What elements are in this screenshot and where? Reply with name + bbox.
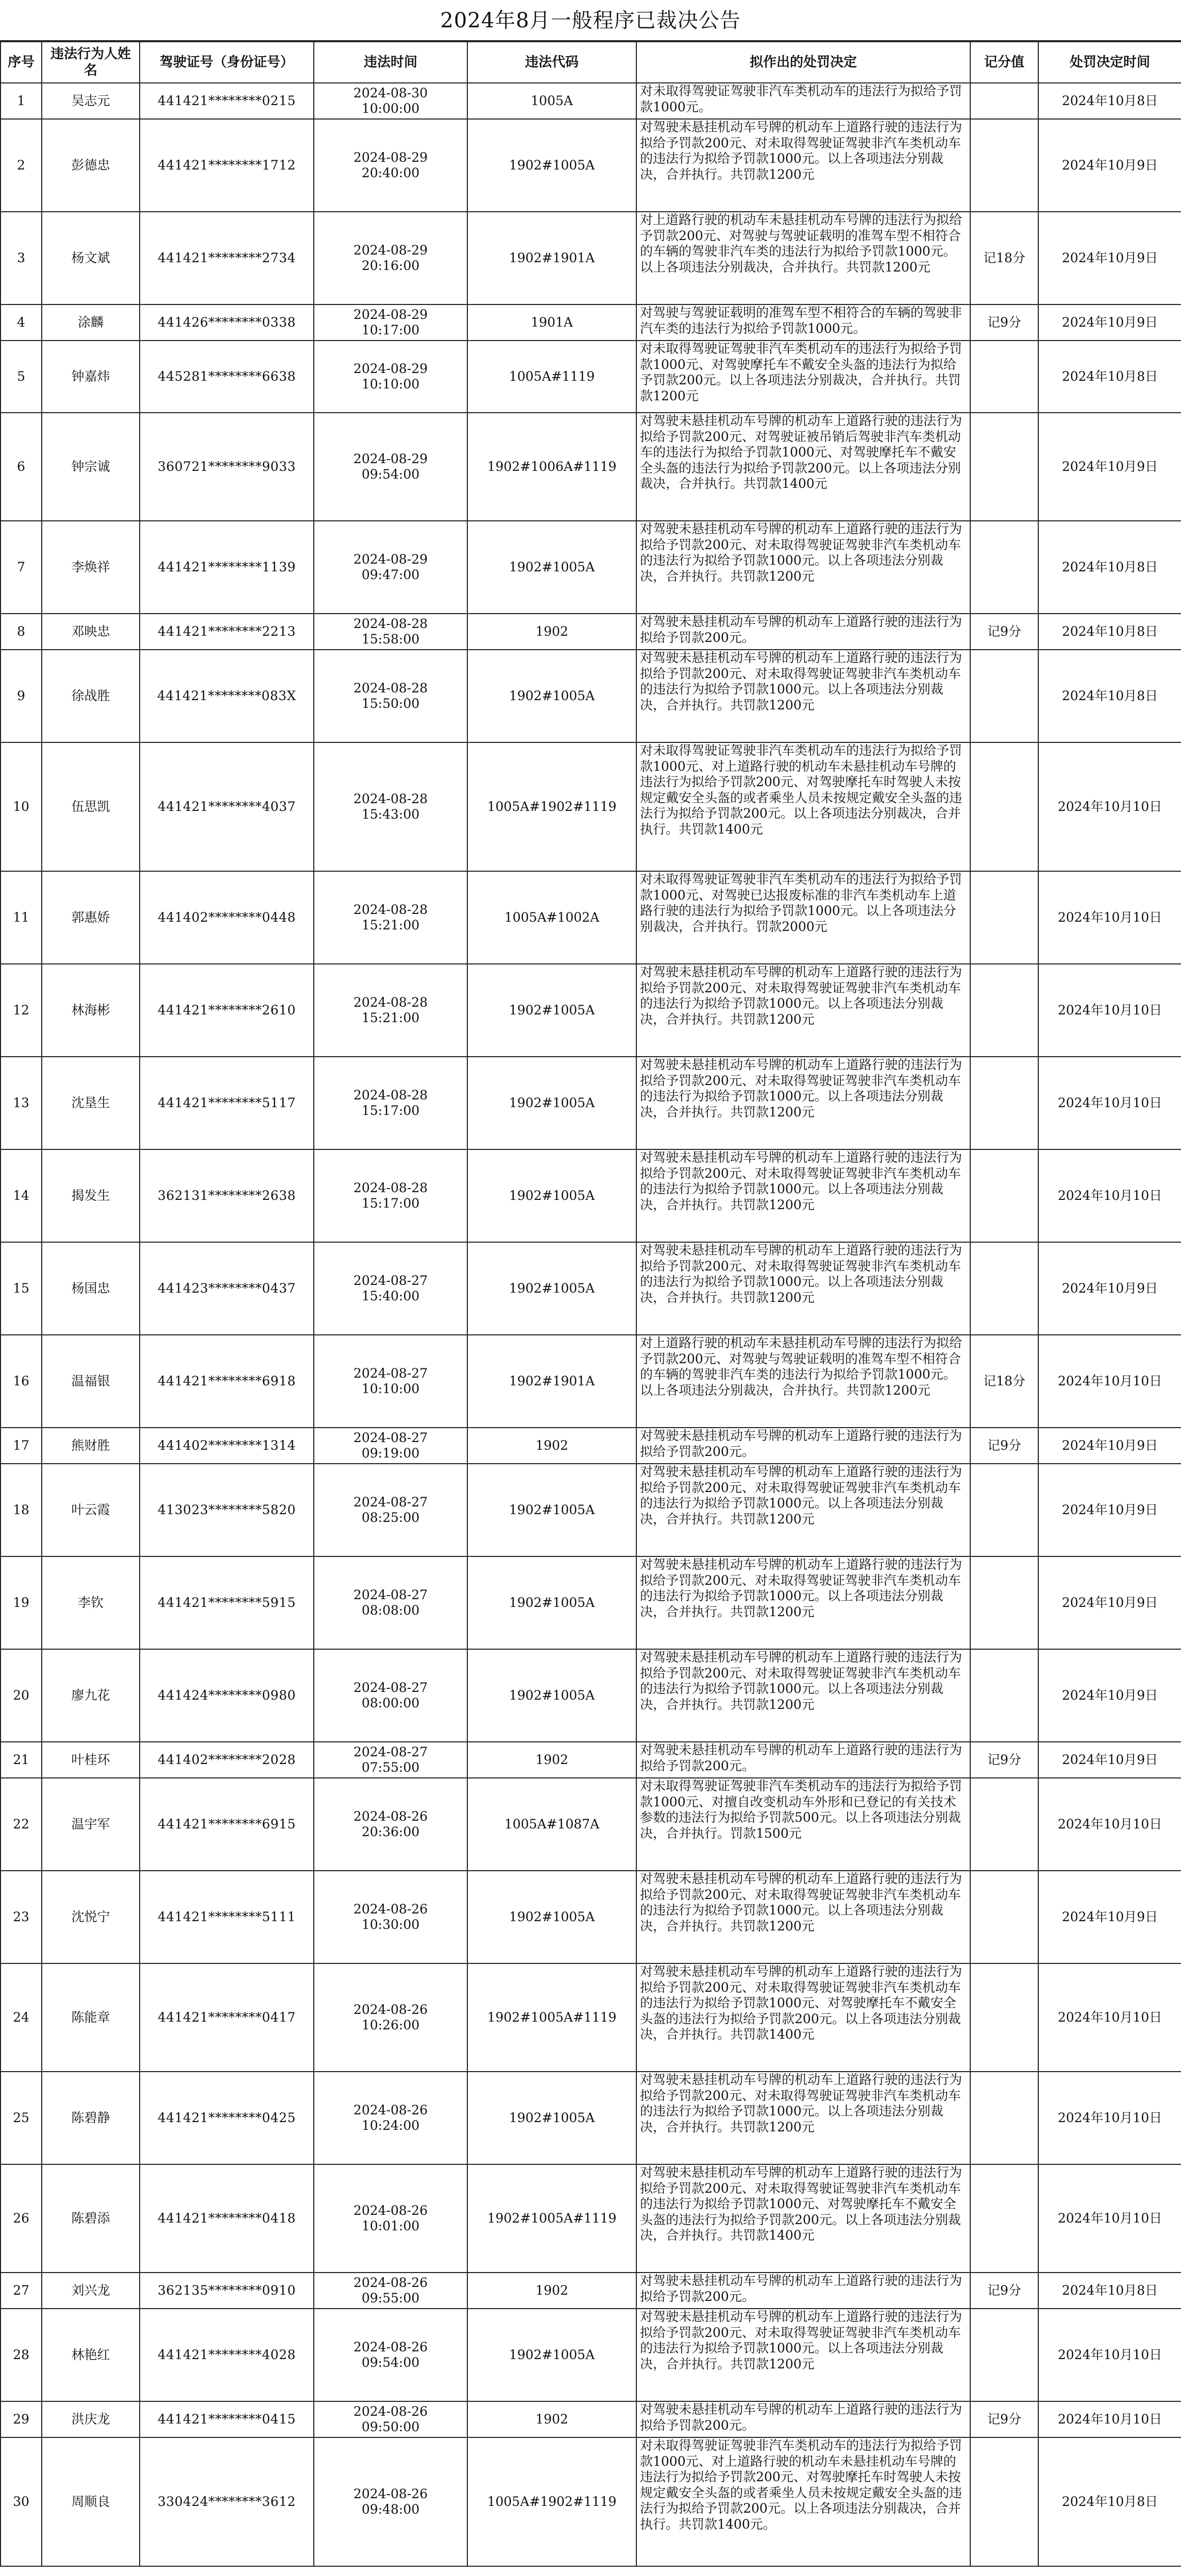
cell-points	[970, 341, 1038, 413]
cell-date: 2024年10月10日	[1038, 871, 1181, 964]
cell-time: 2024-08-28 15:21:00	[314, 964, 467, 1057]
cell-license: 413023********5820	[140, 1464, 314, 1556]
cell-code: 1902#1005A	[467, 1556, 636, 1649]
header-date: 处罚决定时间	[1038, 42, 1181, 83]
cell-date: 2024年10月10日	[1038, 964, 1181, 1057]
cell-seq: 22	[1, 1778, 42, 1871]
cell-time: 2024-08-27 10:10:00	[314, 1335, 467, 1428]
cell-seq: 8	[1, 614, 42, 650]
table-row	[1, 2401, 1181, 2437]
cell-name: 陈碧静	[42, 2072, 140, 2164]
cell-seq: 17	[1, 1428, 42, 1464]
cell-name: 揭发生	[42, 1149, 140, 1242]
cell-time: 2024-08-26 10:24:00	[314, 2072, 467, 2164]
cell-decision: 对驾驶未悬挂机动车号牌的机动车上道路行驶的违法行为拟给予罚款200元。	[636, 614, 970, 650]
page-title: 2024年8月一般程序已裁决公告	[0, 0, 1181, 41]
cell-date: 2024年10月9日	[1038, 1649, 1181, 1742]
cell-code: 1902#1005A	[467, 650, 636, 742]
cell-time: 2024-08-26 10:26:00	[314, 1963, 467, 2072]
cell-decision: 对驾驶未悬挂机动车号牌的机动车上道路行驶的违法行为拟给予罚款200元、对未取得驾驶证驾驶非汽车类机动车的违法行为拟给予罚款1000元。以上各项违法分别裁决，合并执行。共罚款1200元	[636, 1149, 970, 1242]
cell-points	[970, 413, 1038, 521]
cell-decision: 对未取得驾驶证驾驶非汽车类机动车的违法行为拟给予罚款1000元、对擅自改变机动车外形和已登记的有关技术参数的违法行为拟给予罚款500元。以上各项违法分别裁决，合并执行。罚款1500元	[636, 1778, 970, 1871]
cell-name: 涂麟	[42, 304, 140, 341]
cell-license: 441421********2734	[140, 212, 314, 304]
table-row	[1, 119, 1181, 212]
cell-time: 2024-08-28 15:17:00	[314, 1149, 467, 1242]
table-row	[1, 1649, 1181, 1742]
cell-license: 441421********2610	[140, 964, 314, 1057]
cell-date: 2024年10月9日	[1038, 1742, 1181, 1778]
cell-decision: 对驾驶未悬挂机动车号牌的机动车上道路行驶的违法行为拟给予罚款200元、对未取得驾驶证驾驶非汽车类机动车的违法行为拟给予罚款1000元。以上各项违法分别裁决，合并执行。共罚款1200元	[636, 521, 970, 614]
cell-seq: 20	[1, 1649, 42, 1742]
cell-points	[970, 1464, 1038, 1556]
cell-seq: 14	[1, 1149, 42, 1242]
table-row	[1, 2309, 1181, 2401]
cell-time: 2024-08-29 10:10:00	[314, 341, 467, 413]
cell-seq: 21	[1, 1742, 42, 1778]
cell-decision: 对驾驶未悬挂机动车号牌的机动车上道路行驶的违法行为拟给予罚款200元、对未取得驾驶证驾驶非汽车类机动车的违法行为拟给予罚款1000元、对驾驶摩托车不戴安全头盔的违法行为拟给予罚款200元。以上各项违法分别裁决，合并执行。共罚款1400元	[636, 1963, 970, 2072]
cell-name: 熊财胜	[42, 1428, 140, 1464]
cell-date: 2024年10月9日	[1038, 304, 1181, 341]
cell-license: 441421********6918	[140, 1335, 314, 1428]
cell-seq: 2	[1, 119, 42, 212]
cell-name: 杨文斌	[42, 212, 140, 304]
cell-time: 2024-08-29 10:17:00	[314, 304, 467, 341]
cell-seq: 12	[1, 964, 42, 1057]
cell-name: 李钦	[42, 1556, 140, 1649]
cell-license: 360721********9033	[140, 413, 314, 521]
table-row	[1, 742, 1181, 871]
cell-name: 周顺良	[42, 2437, 140, 2566]
cell-name: 林海彬	[42, 964, 140, 1057]
cell-license: 441421********2213	[140, 614, 314, 650]
table-row	[1, 1556, 1181, 1649]
cell-time: 2024-08-29 09:47:00	[314, 521, 467, 614]
cell-license: 441421********0418	[140, 2164, 314, 2273]
cell-date: 2024年10月10日	[1038, 1335, 1181, 1428]
cell-seq: 28	[1, 2309, 42, 2401]
cell-points: 记9分	[970, 614, 1038, 650]
cell-points	[970, 1871, 1038, 1963]
cell-code: 1902#1005A	[467, 1464, 636, 1556]
cell-name: 叶云霞	[42, 1464, 140, 1556]
cell-points	[970, 119, 1038, 212]
header-seq: 序号	[1, 42, 42, 83]
cell-seq: 4	[1, 304, 42, 341]
cell-points: 记9分	[970, 2273, 1038, 2309]
table-row	[1, 1742, 1181, 1778]
cell-code: 1902#1005A	[467, 1242, 636, 1335]
cell-date: 2024年10月10日	[1038, 1778, 1181, 1871]
cell-seq: 6	[1, 413, 42, 521]
table-row	[1, 964, 1181, 1057]
cell-code: 1005A	[467, 83, 636, 119]
cell-decision: 对驾驶未悬挂机动车号牌的机动车上道路行驶的违法行为拟给予罚款200元、对未取得驾驶证驾驶非汽车类机动车的违法行为拟给予罚款1000元。以上各项违法分别裁决，合并执行。共罚款1200元	[636, 2309, 970, 2401]
cell-name: 李焕祥	[42, 521, 140, 614]
cell-points	[970, 650, 1038, 742]
header-decision: 拟作出的处罚决定	[636, 42, 970, 83]
cell-seq: 16	[1, 1335, 42, 1428]
cell-time: 2024-08-28 15:21:00	[314, 871, 467, 964]
cell-name: 温宇军	[42, 1778, 140, 1871]
cell-name: 邓映忠	[42, 614, 140, 650]
cell-code: 1902#1005A	[467, 1149, 636, 1242]
cell-date: 2024年10月9日	[1038, 1242, 1181, 1335]
cell-time: 2024-08-29 20:40:00	[314, 119, 467, 212]
cell-time: 2024-08-26 20:36:00	[314, 1778, 467, 1871]
table-row	[1, 1057, 1181, 1149]
cell-code: 1902#1005A#1119	[467, 1963, 636, 2072]
cell-points	[970, 1778, 1038, 1871]
cell-license: 441421********083X	[140, 650, 314, 742]
table-row	[1, 1778, 1181, 1871]
cell-name: 伍思凯	[42, 742, 140, 871]
cell-code: 1902#1005A	[467, 964, 636, 1057]
cell-name: 叶桂环	[42, 1742, 140, 1778]
table-header-row	[1, 42, 1181, 83]
cell-decision: 对驾驶未悬挂机动车号牌的机动车上道路行驶的违法行为拟给予罚款200元。	[636, 1742, 970, 1778]
cell-date: 2024年10月9日	[1038, 1556, 1181, 1649]
cell-decision: 对驾驶未悬挂机动车号牌的机动车上道路行驶的违法行为拟给予罚款200元、对未取得驾驶证驾驶非汽车类机动车的违法行为拟给予罚款1000元。以上各项违法分别裁决，合并执行。共罚款1200元	[636, 650, 970, 742]
table-row	[1, 1871, 1181, 1963]
cell-points	[970, 1057, 1038, 1149]
cell-license: 441421********0415	[140, 2401, 314, 2437]
table-row	[1, 2164, 1181, 2273]
cell-name: 陈碧添	[42, 2164, 140, 2273]
cell-points	[970, 2309, 1038, 2401]
cell-points	[970, 1963, 1038, 2072]
cell-time: 2024-08-26 09:54:00	[314, 2309, 467, 2401]
cell-license: 441421********5111	[140, 1871, 314, 1963]
cell-date: 2024年10月9日	[1038, 212, 1181, 304]
cell-decision: 对驾驶未悬挂机动车号牌的机动车上道路行驶的违法行为拟给予罚款200元、对未取得驾驶证驾驶非汽车类机动车的违法行为拟给予罚款1000元。以上各项违法分别裁决，合并执行。共罚款1200元	[636, 1057, 970, 1149]
cell-time: 2024-08-27 09:19:00	[314, 1428, 467, 1464]
cell-decision: 对未取得驾驶证驾驶非汽车类机动车的违法行为拟给予罚款1000元、对上道路行驶的机动车未悬挂机动车号牌的违法行为拟给予罚款200元、对驾驶摩托车时驾驶人未按规定戴安全头盔的或者乘坐人员未按规定戴安全头盔的违法行为拟给予罚款200元。以上各项违法分别裁决，合并执行。共罚款1400元	[636, 742, 970, 871]
cell-seq: 15	[1, 1242, 42, 1335]
cell-points	[970, 1556, 1038, 1649]
cell-points: 记9分	[970, 304, 1038, 341]
cell-name: 温福银	[42, 1335, 140, 1428]
table-row	[1, 614, 1181, 650]
cell-code: 1005A#1902#1119	[467, 742, 636, 871]
cell-license: 441421********1139	[140, 521, 314, 614]
cell-name: 钟宗诚	[42, 413, 140, 521]
cell-license: 441421********5915	[140, 1556, 314, 1649]
cell-name: 徐战胜	[42, 650, 140, 742]
header-points: 记分值	[970, 42, 1038, 83]
cell-code: 1902#1005A	[467, 521, 636, 614]
cell-date: 2024年10月10日	[1038, 2309, 1181, 2401]
header-code: 违法代码	[467, 42, 636, 83]
cell-code: 1901A	[467, 304, 636, 341]
cell-decision: 对驾驶未悬挂机动车号牌的机动车上道路行驶的违法行为拟给予罚款200元、对未取得驾驶证驾驶非汽车类机动车的违法行为拟给予罚款1000元、对驾驶摩托车不戴安全头盔的违法行为拟给予罚款200元。以上各项违法分别裁决，合并执行。共罚款1400元	[636, 2164, 970, 2273]
cell-code: 1902#1005A	[467, 119, 636, 212]
cell-decision: 对驾驶未悬挂机动车号牌的机动车上道路行驶的违法行为拟给予罚款200元、对未取得驾驶证驾驶非汽车类机动车的违法行为拟给予罚款1000元。以上各项违法分别裁决，合并执行。共罚款1200元	[636, 2072, 970, 2164]
cell-seq: 3	[1, 212, 42, 304]
cell-decision: 对驾驶未悬挂机动车号牌的机动车上道路行驶的违法行为拟给予罚款200元、对未取得驾驶证驾驶非汽车类机动车的违法行为拟给予罚款1000元。以上各项违法分别裁决，合并执行。共罚款1200元	[636, 1871, 970, 1963]
cell-date: 2024年10月10日	[1038, 1149, 1181, 1242]
cell-name: 刘兴龙	[42, 2273, 140, 2309]
cell-code: 1902#1005A	[467, 1057, 636, 1149]
cell-decision: 对驾驶未悬挂机动车号牌的机动车上道路行驶的违法行为拟给予罚款200元、对未取得驾驶证驾驶非汽车类机动车的违法行为拟给予罚款1000元。以上各项违法分别裁决，合并执行。共罚款1200元	[636, 964, 970, 1057]
cell-time: 2024-08-27 08:08:00	[314, 1556, 467, 1649]
cell-date: 2024年10月8日	[1038, 341, 1181, 413]
cell-license: 441421********6915	[140, 1778, 314, 1871]
cell-name: 钟嘉炜	[42, 341, 140, 413]
cell-decision: 对驾驶未悬挂机动车号牌的机动车上道路行驶的违法行为拟给予罚款200元。	[636, 1428, 970, 1464]
cell-code: 1005A#1902#1119	[467, 2437, 636, 2566]
cell-code: 1902	[467, 614, 636, 650]
cell-time: 2024-08-29 09:54:00	[314, 413, 467, 521]
cell-decision: 对驾驶未悬挂机动车号牌的机动车上道路行驶的违法行为拟给予罚款200元、对未取得驾驶证驾驶非汽车类机动车的违法行为拟给予罚款1000元。以上各项违法分别裁决，合并执行。共罚款1200元	[636, 1556, 970, 1649]
cell-code: 1902#1005A	[467, 2072, 636, 2164]
cell-time: 2024-08-29 20:16:00	[314, 212, 467, 304]
table-row	[1, 212, 1181, 304]
table-row	[1, 871, 1181, 964]
cell-date: 2024年10月9日	[1038, 1428, 1181, 1464]
cell-time: 2024-08-28 15:17:00	[314, 1057, 467, 1149]
cell-seq: 27	[1, 2273, 42, 2309]
cell-points: 记9分	[970, 1428, 1038, 1464]
cell-license: 441402********0448	[140, 871, 314, 964]
cell-license: 441421********0425	[140, 2072, 314, 2164]
cell-date: 2024年10月9日	[1038, 119, 1181, 212]
cell-code: 1005A#1119	[467, 341, 636, 413]
cell-license: 330424********3612	[140, 2437, 314, 2566]
cell-date: 2024年10月8日	[1038, 614, 1181, 650]
cell-time: 2024-08-27 08:25:00	[314, 1464, 467, 1556]
cell-date: 2024年10月9日	[1038, 413, 1181, 521]
cell-date: 2024年10月8日	[1038, 650, 1181, 742]
cell-decision: 对未取得驾驶证驾驶非汽车类机动车的违法行为拟给予罚款1000元、对驾驶已达报废标准的非汽车类机动车上道路行驶的违法行为拟给予罚款1000元。以上各项违法分别裁决，合并执行。罚款2000元	[636, 871, 970, 964]
header-name: 违法行为人姓名	[42, 42, 140, 83]
cell-points	[970, 964, 1038, 1057]
cell-code: 1902	[467, 1742, 636, 1778]
cell-code: 1902#1006A#1119	[467, 413, 636, 521]
cell-date: 2024年10月10日	[1038, 1057, 1181, 1149]
cell-seq: 9	[1, 650, 42, 742]
cell-license: 441424********0980	[140, 1649, 314, 1742]
cell-decision: 对驾驶与驾驶证载明的准驾车型不相符合的车辆的驾驶非汽车类的违法行为拟给予罚款1000元。	[636, 304, 970, 341]
cell-license: 441421********1712	[140, 119, 314, 212]
cell-seq: 18	[1, 1464, 42, 1556]
cell-seq: 7	[1, 521, 42, 614]
cell-code: 1902#1005A	[467, 2309, 636, 2401]
cell-code: 1902	[467, 2401, 636, 2437]
cell-name: 吴志元	[42, 83, 140, 119]
cell-points	[970, 1149, 1038, 1242]
cell-code: 1902	[467, 1428, 636, 1464]
cell-time: 2024-08-28 15:58:00	[314, 614, 467, 650]
cell-code: 1902#1005A	[467, 1649, 636, 1742]
cell-date: 2024年10月8日	[1038, 521, 1181, 614]
cell-name: 洪庆龙	[42, 2401, 140, 2437]
cell-license: 441421********4028	[140, 2309, 314, 2401]
cell-seq: 26	[1, 2164, 42, 2273]
cell-time: 2024-08-26 10:30:00	[314, 1871, 467, 1963]
cell-name: 沈垦生	[42, 1057, 140, 1149]
cell-date: 2024年10月10日	[1038, 1963, 1181, 2072]
table-row	[1, 1428, 1181, 1464]
cell-license: 445281********6638	[140, 341, 314, 413]
cell-seq: 23	[1, 1871, 42, 1963]
cell-seq: 25	[1, 2072, 42, 2164]
cell-time: 2024-08-28 15:50:00	[314, 650, 467, 742]
cell-name: 彭德忠	[42, 119, 140, 212]
cell-code: 1902	[467, 2273, 636, 2309]
cell-name: 林艳红	[42, 2309, 140, 2401]
cell-decision: 对未取得驾驶证驾驶非汽车类机动车的违法行为拟给予罚款1000元、对驾驶摩托车不戴安全头盔的违法行为拟给予罚款200元。以上各项违法分别裁决，合并执行。共罚款1200元	[636, 341, 970, 413]
cell-time: 2024-08-27 07:55:00	[314, 1742, 467, 1778]
cell-seq: 13	[1, 1057, 42, 1149]
cell-time: 2024-08-26 09:48:00	[314, 2437, 467, 2566]
cell-code: 1902#1901A	[467, 1335, 636, 1428]
cell-license: 441426********0338	[140, 304, 314, 341]
cell-name: 杨国忠	[42, 1242, 140, 1335]
cell-points	[970, 2437, 1038, 2566]
cell-points	[970, 742, 1038, 871]
cell-code: 1902#1901A	[467, 212, 636, 304]
table-row	[1, 304, 1181, 341]
cell-time: 2024-08-26 09:50:00	[314, 2401, 467, 2437]
cell-points: 记9分	[970, 2401, 1038, 2437]
cell-points: 记18分	[970, 1335, 1038, 1428]
table-row	[1, 83, 1181, 119]
cell-date: 2024年10月9日	[1038, 1871, 1181, 1963]
cell-license: 441421********0215	[140, 83, 314, 119]
table-row	[1, 1464, 1181, 1556]
cell-points	[970, 2072, 1038, 2164]
cell-decision: 对驾驶未悬挂机动车号牌的机动车上道路行驶的违法行为拟给予罚款200元、对未取得驾驶证驾驶非汽车类机动车的违法行为拟给予罚款1000元。以上各项违法分别裁决，合并执行。共罚款1200元	[636, 119, 970, 212]
table-row	[1, 1149, 1181, 1242]
cell-license: 441402********2028	[140, 1742, 314, 1778]
cell-date: 2024年10月9日	[1038, 1464, 1181, 1556]
cell-decision: 对驾驶未悬挂机动车号牌的机动车上道路行驶的违法行为拟给予罚款200元、对驾驶证被吊销后驾驶非汽车类机动车的违法行为拟给予罚款1000元、对驾驶摩托车不戴安全头盔的违法行为拟给予罚款200元。以上各项违法分别裁决，合并执行。共罚款1400元	[636, 413, 970, 521]
cell-date: 2024年10月10日	[1038, 2072, 1181, 2164]
cell-decision: 对驾驶未悬挂机动车号牌的机动车上道路行驶的违法行为拟给予罚款200元、对未取得驾驶证驾驶非汽车类机动车的违法行为拟给予罚款1000元。以上各项违法分别裁决，合并执行。共罚款1200元	[636, 1242, 970, 1335]
cell-code: 1902#1005A#1119	[467, 2164, 636, 2273]
table-row	[1, 2273, 1181, 2309]
cell-decision: 对驾驶未悬挂机动车号牌的机动车上道路行驶的违法行为拟给予罚款200元、对未取得驾驶证驾驶非汽车类机动车的违法行为拟给予罚款1000元。以上各项违法分别裁决，合并执行。共罚款1200元	[636, 1649, 970, 1742]
cell-points	[970, 871, 1038, 964]
cell-seq: 19	[1, 1556, 42, 1649]
cell-name: 廖九花	[42, 1649, 140, 1742]
cell-seq: 5	[1, 341, 42, 413]
cell-license: 441421********4037	[140, 742, 314, 871]
table-row	[1, 1335, 1181, 1428]
cell-points	[970, 1649, 1038, 1742]
cell-decision: 对驾驶未悬挂机动车号牌的机动车上道路行驶的违法行为拟给予罚款200元。	[636, 2273, 970, 2309]
cell-date: 2024年10月8日	[1038, 83, 1181, 119]
cell-decision: 对上道路行驶的机动车未悬挂机动车号牌的违法行为拟给予罚款200元、对驾驶与驾驶证载明的准驾车型不相符合的车辆的驾驶非汽车类的违法行为拟给予罚款1000元。以上各项违法分别裁决，合并执行。共罚款1200元	[636, 212, 970, 304]
cell-license: 362131********2638	[140, 1149, 314, 1242]
table-row	[1, 650, 1181, 742]
table-row	[1, 413, 1181, 521]
cell-time: 2024-08-30 10:00:00	[314, 83, 467, 119]
cell-time: 2024-08-26 09:55:00	[314, 2273, 467, 2309]
cell-seq: 11	[1, 871, 42, 964]
table-row	[1, 2437, 1181, 2566]
table-row	[1, 341, 1181, 413]
cell-points	[970, 1242, 1038, 1335]
cell-date: 2024年10月10日	[1038, 2164, 1181, 2273]
cell-date: 2024年10月10日	[1038, 742, 1181, 871]
cell-name: 沈悦宁	[42, 1871, 140, 1963]
header-time: 违法时间	[314, 42, 467, 83]
cell-time: 2024-08-27 15:40:00	[314, 1242, 467, 1335]
cell-points	[970, 2164, 1038, 2273]
cell-license: 362135********0910	[140, 2273, 314, 2309]
cell-date: 2024年10月8日	[1038, 2437, 1181, 2566]
cell-seq: 1	[1, 83, 42, 119]
penalty-table	[0, 41, 1181, 2567]
cell-code: 1005A#1087A	[467, 1778, 636, 1871]
table-row	[1, 1242, 1181, 1335]
table-row	[1, 2072, 1181, 2164]
cell-date: 2024年10月8日	[1038, 2273, 1181, 2309]
cell-seq: 24	[1, 1963, 42, 2072]
cell-points	[970, 521, 1038, 614]
cell-time: 2024-08-28 15:43:00	[314, 742, 467, 871]
cell-date: 2024年10月10日	[1038, 2401, 1181, 2437]
cell-license: 441402********1314	[140, 1428, 314, 1464]
table-row	[1, 521, 1181, 614]
cell-seq: 29	[1, 2401, 42, 2437]
cell-points	[970, 83, 1038, 119]
cell-name: 陈能章	[42, 1963, 140, 2072]
cell-license: 441421********0417	[140, 1963, 314, 2072]
cell-decision: 对驾驶未悬挂机动车号牌的机动车上道路行驶的违法行为拟给予罚款200元。	[636, 2401, 970, 2437]
cell-decision: 对上道路行驶的机动车未悬挂机动车号牌的违法行为拟给予罚款200元、对驾驶与驾驶证载明的准驾车型不相符合的车辆的驾驶非汽车类的违法行为拟给予罚款1000元。以上各项违法分别裁决，合并执行。共罚款1200元	[636, 1335, 970, 1428]
cell-time: 2024-08-27 08:00:00	[314, 1649, 467, 1742]
cell-time: 2024-08-26 10:01:00	[314, 2164, 467, 2273]
cell-decision: 对驾驶未悬挂机动车号牌的机动车上道路行驶的违法行为拟给予罚款200元、对未取得驾驶证驾驶非汽车类机动车的违法行为拟给予罚款1000元。以上各项违法分别裁决，合并执行。共罚款1200元	[636, 1464, 970, 1556]
cell-code: 1005A#1002A	[467, 871, 636, 964]
cell-points: 记18分	[970, 212, 1038, 304]
cell-points: 记9分	[970, 1742, 1038, 1778]
cell-decision: 对未取得驾驶证驾驶非汽车类机动车的违法行为拟给予罚款1000元。	[636, 83, 970, 119]
cell-seq: 30	[1, 2437, 42, 2566]
cell-license: 441421********5117	[140, 1057, 314, 1149]
header-license: 驾驶证号（身份证号）	[140, 42, 314, 83]
table-row	[1, 1963, 1181, 2072]
cell-seq: 10	[1, 742, 42, 871]
cell-license: 441423********0437	[140, 1242, 314, 1335]
cell-code: 1902#1005A	[467, 1871, 636, 1963]
cell-decision: 对未取得驾驶证驾驶非汽车类机动车的违法行为拟给予罚款1000元、对上道路行驶的机动车未悬挂机动车号牌的违法行为拟给予罚款200元、对驾驶摩托车时驾驶人未按规定戴安全头盔的或者乘坐人员未按规定戴安全头盔的违法行为拟给予罚款200元。以上各项违法分别裁决，合并执行。共罚款1400元。	[636, 2437, 970, 2566]
cell-name: 郭惠娇	[42, 871, 140, 964]
